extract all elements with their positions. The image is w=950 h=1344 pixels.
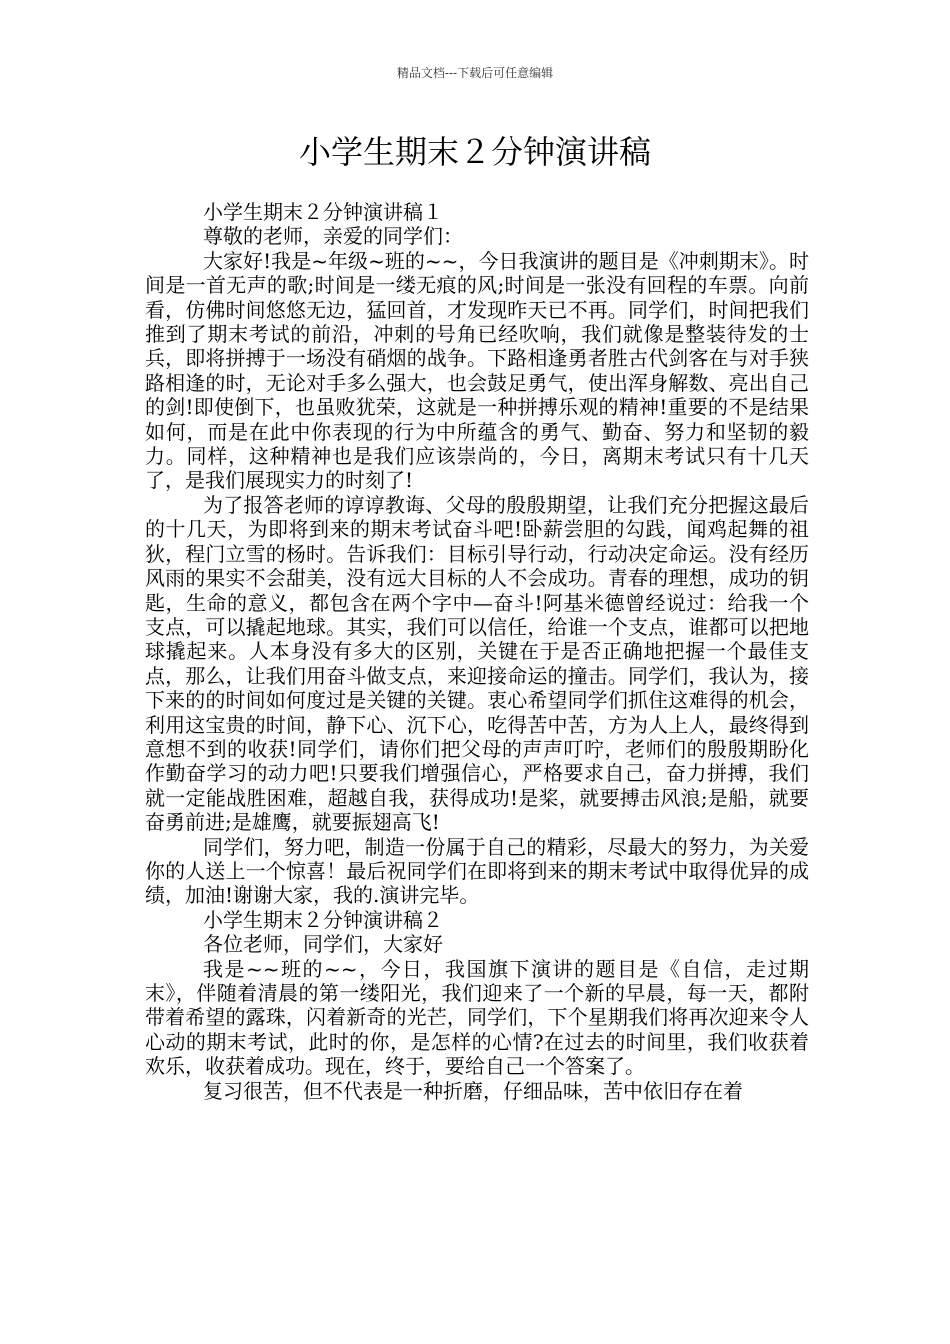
body-paragraph: 为了报答老师的谆谆教诲、父母的殷殷期望，让我们充分把握这最后的十几天，为即将到来的期末考试奋斗吧!卧薪尝胆的勾践，闻鸡起舞的祖狄，程门立雪的杨时。告诉我们：目标引导行动，行动决定命运。没有经历风雨的果实不会甜美，没有远大目标的人不会成功。青春的理想，成功的钥匙，生命的意义，都包含在两个字中—奋斗!阿基米德曾经说过：给我一个支点，可以撬起地球。其实，我们可以信任，给谁一个支点，谁都可以把地球撬起来。人本身没有多大的区别，关键在于是否正确地把握一个最佳支点，那么，让我们用奋斗做支点，来迎接命运的撞击。同学们，我认为，接下来的的时间如何度过是关键的关键。衷心希望同学们抓住这难得的机会，利用这宝贵的时间，静下心、沉下心，吃得苦中苦，方为人上人，最终得到意想不到的收获!同学们，请你们把父母的声声叮咛，老师们的殷殷期盼化作勤奋学习的动力吧!只要我们增强信心，严格要求自己，奋力拼搏，我们就一定能战胜困难，超越自我，获得成功!是桨，就要搏击风浪;是船，就要奋勇前进;是雄鹰，就要振翅高飞! xyxy=(145,492,809,835)
body-paragraph: 我是~~班的~~，今日，我国旗下演讲的题目是《自信，走过期末》，伴随着清晨的第一缕阳光，我们迎来了一个新的早晨，每一天，都附带着希望的露珠，闪着新奇的光芒，同学们，下个星期我们将再次迎来令人心动的期末考试，此时的你，是怎样的心情?在过去的时间里，我们收获着欢乐，收获着成功。现在，终于，要给自己一个答案了。 xyxy=(145,956,809,1079)
document-title: 小学生期末２分钟演讲稿 xyxy=(298,133,651,171)
body-paragraph: 复习很苦，但不代表是一种折磨，仔细品味，苦中依旧存在着 xyxy=(203,1078,743,1103)
body-paragraph: 大家好!我是~年级~班的~~，今日我演讲的题目是《冲刺期末》。时间是一首无声的歌;时间是一缕无痕的风;时间是一张没有回程的车票。向前看，仿佛时间悠悠无边，猛回首，才发现昨天已不再。同学们，时间把我们推到了期末考试的前沿，冲刺的号角已经吹响，我们就像是整装待发的士兵，即将拼搏于一场没有硝烟的战争。下路相逢勇者胜古代剑客在与对手狭路相逢的时，无论对手多么强大，也会鼓足勇气，使出浑身解数、亮出自己的剑!即使倒下，也虽败犹荣，这就是一种拼搏乐观的精神!重要的不是结果如何，而是在此中你表现的行为中所蕴含的勇气、勤奋、努力和坚韧的毅力。同样，这种精神也是我们应该崇尚的，今日，离期末考试只有十几天了，是我们展现实力的时刻了! xyxy=(145,248,809,493)
document-body xyxy=(145,200,809,1103)
salutation-2: 各位老师，同学们，大家好 xyxy=(203,932,443,957)
section-heading-1: 小学生期末２分钟演讲稿１ xyxy=(203,200,443,224)
section-heading-2: 小学生期末２分钟演讲稿２ xyxy=(203,907,443,932)
body-paragraph: 同学们，努力吧，制造一份属于自己的精彩，尽最大的努力，为关爱你的人送上一个惊喜！最后祝同学们在即将到来的期末考试中取得优异的成绩，加油!谢谢大家，我的.演讲完毕。 xyxy=(145,834,809,908)
page-header-note: 精品文档---下载后可任意编辑 xyxy=(396,66,554,80)
salutation-1: 尊敬的老师，亲爱的同学们： xyxy=(203,224,463,249)
